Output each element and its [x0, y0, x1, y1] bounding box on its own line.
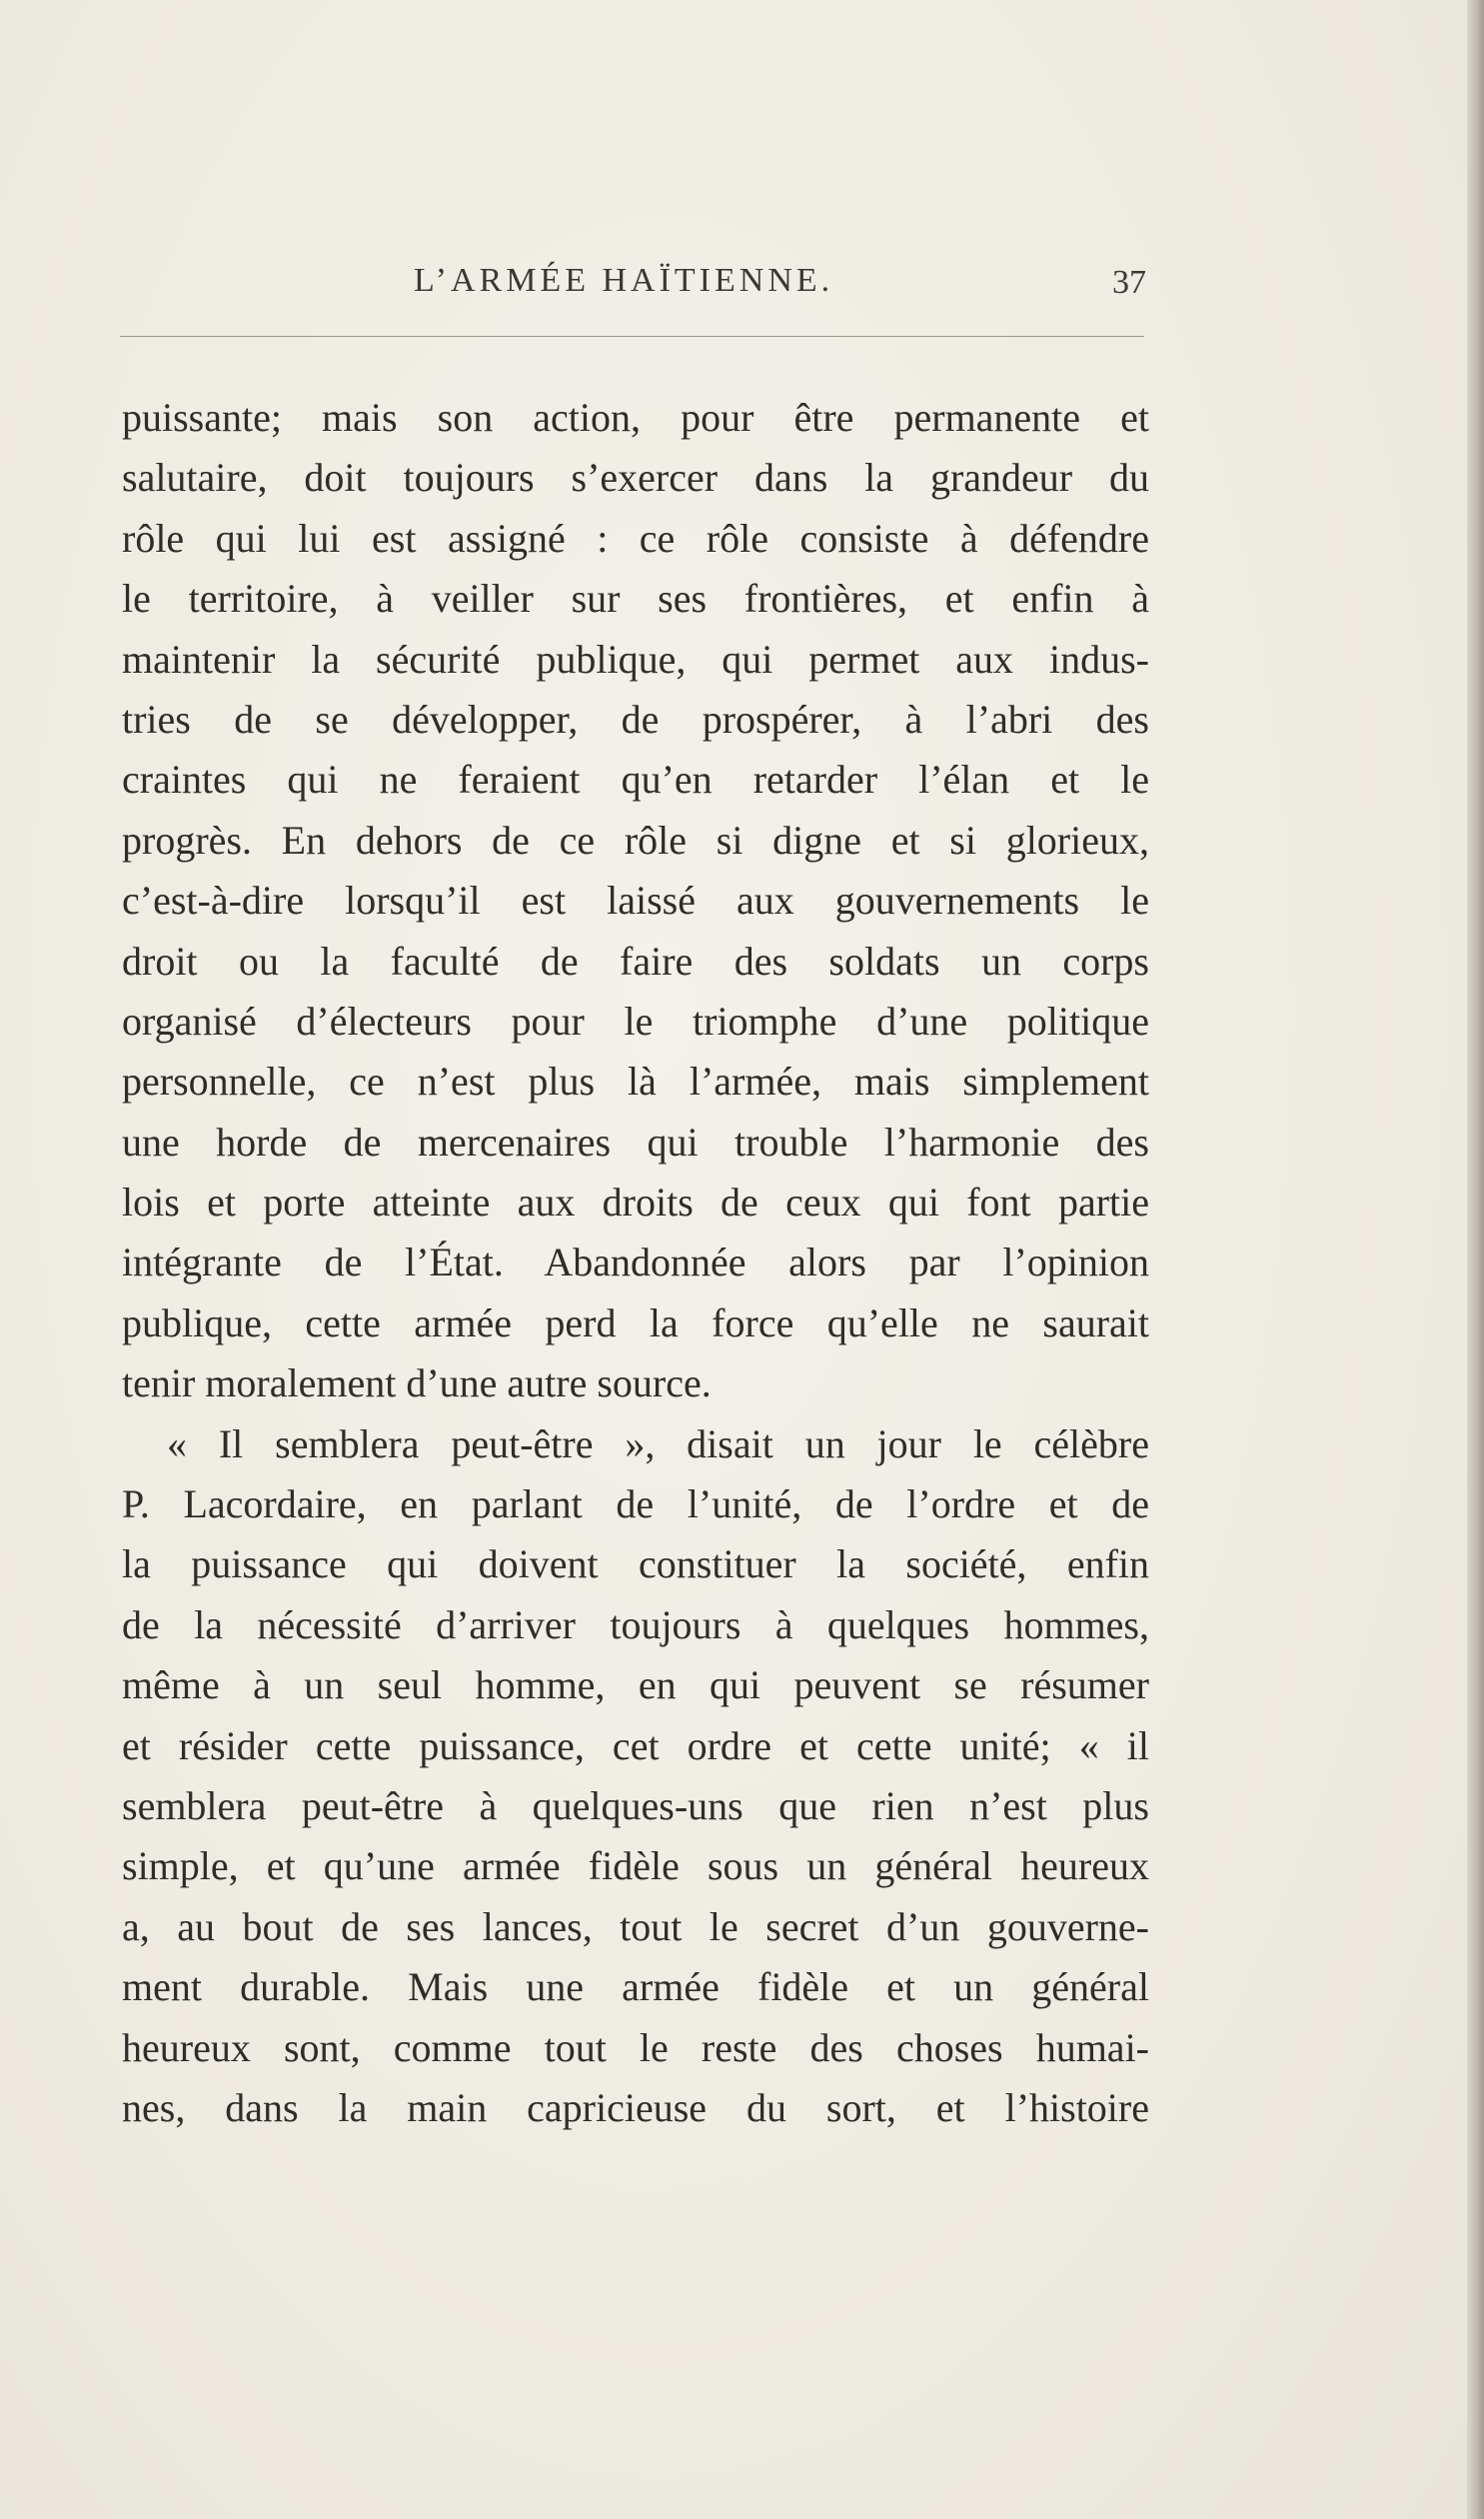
- header-rule: [120, 336, 1144, 337]
- text-line: puissante; mais son action, pour être permanente et: [122, 395, 1149, 440]
- text-line: heureux sont, comme tout le reste des choses humai-: [122, 2024, 1149, 2070]
- text-line: intégrante de l’État. Abandonnée alors par l’opinion: [122, 1240, 1149, 1285]
- text-line: simple, et qu’une armée fidèle sous un général heureux: [122, 1843, 1149, 1889]
- text-line: maintenir la sécurité publique, qui permet aux indus-: [122, 636, 1149, 682]
- text-line: tries de se développer, de prospérer, à l’abri des: [122, 696, 1149, 742]
- text-line: publique, cette armée perd la force qu’elle ne saurait: [122, 1299, 1149, 1345]
- text-line: de la nécessité d’arriver toujours à quelques hommes,: [122, 1601, 1149, 1647]
- text-line: une horde de mercenaires qui trouble l’harmonie des: [122, 1119, 1149, 1165]
- text-line: progrès. En dehors de ce rôle si digne et si glorieux,: [122, 817, 1149, 863]
- text-line: semblera peut-être à quelques-uns que rien n’est plus: [122, 1782, 1149, 1828]
- text-line: même à un seul homme, en qui peuvent se résumer: [122, 1662, 1149, 1708]
- text-line: organisé d’électeurs pour le triomphe d’une politique: [122, 998, 1149, 1044]
- text-line: personnelle, ce n’est plus là l’armée, mais simplement: [122, 1059, 1149, 1105]
- text-line: c’est-à-dire lorsqu’il est laissé aux gouvernements le: [122, 878, 1149, 924]
- text-line: « Il semblera peut-être », disait un jour le célèbre: [167, 1420, 1149, 1466]
- body-text: [122, 388, 1149, 2138]
- text-line: tenir moralement d’une autre source.: [122, 1360, 712, 1406]
- page-number: 37: [1112, 264, 1146, 301]
- text-line: rôle qui lui est assigné : ce rôle consiste à défendre: [122, 515, 1149, 561]
- text-line: le territoire, à veiller sur ses frontières, et enfin à: [122, 576, 1149, 622]
- text-line: la puissance qui doivent constituer la société, enfin: [122, 1541, 1149, 1587]
- text-line: ment durable. Mais une armée fidèle et un général: [122, 1964, 1149, 2010]
- text-line: a, au bout de ses lances, tout le secret d’un gouverne-: [122, 1903, 1149, 1949]
- text-line: P. Lacordaire, en parlant de l’unité, de l’ordre et de: [122, 1481, 1149, 1527]
- running-head: L’ARMÉE HAÏTIENNE.: [414, 262, 834, 299]
- text-line: lois et porte atteinte aux droits de ceux qui font partie: [122, 1180, 1149, 1226]
- text-line: droit ou la faculté de faire des soldats un corps: [122, 938, 1149, 984]
- text-line: nes, dans la main capricieuse du sort, et l’histoire: [122, 2084, 1149, 2130]
- text-line: et résider cette puissance, cet ordre et cette unité; « il: [122, 1722, 1149, 1768]
- text-line: salutaire, doit toujours s’exercer dans la grandeur du: [122, 455, 1149, 501]
- text-line: craintes qui ne feraient qu’en retarder l’élan et le: [122, 757, 1149, 803]
- page-edge: [1467, 0, 1484, 2519]
